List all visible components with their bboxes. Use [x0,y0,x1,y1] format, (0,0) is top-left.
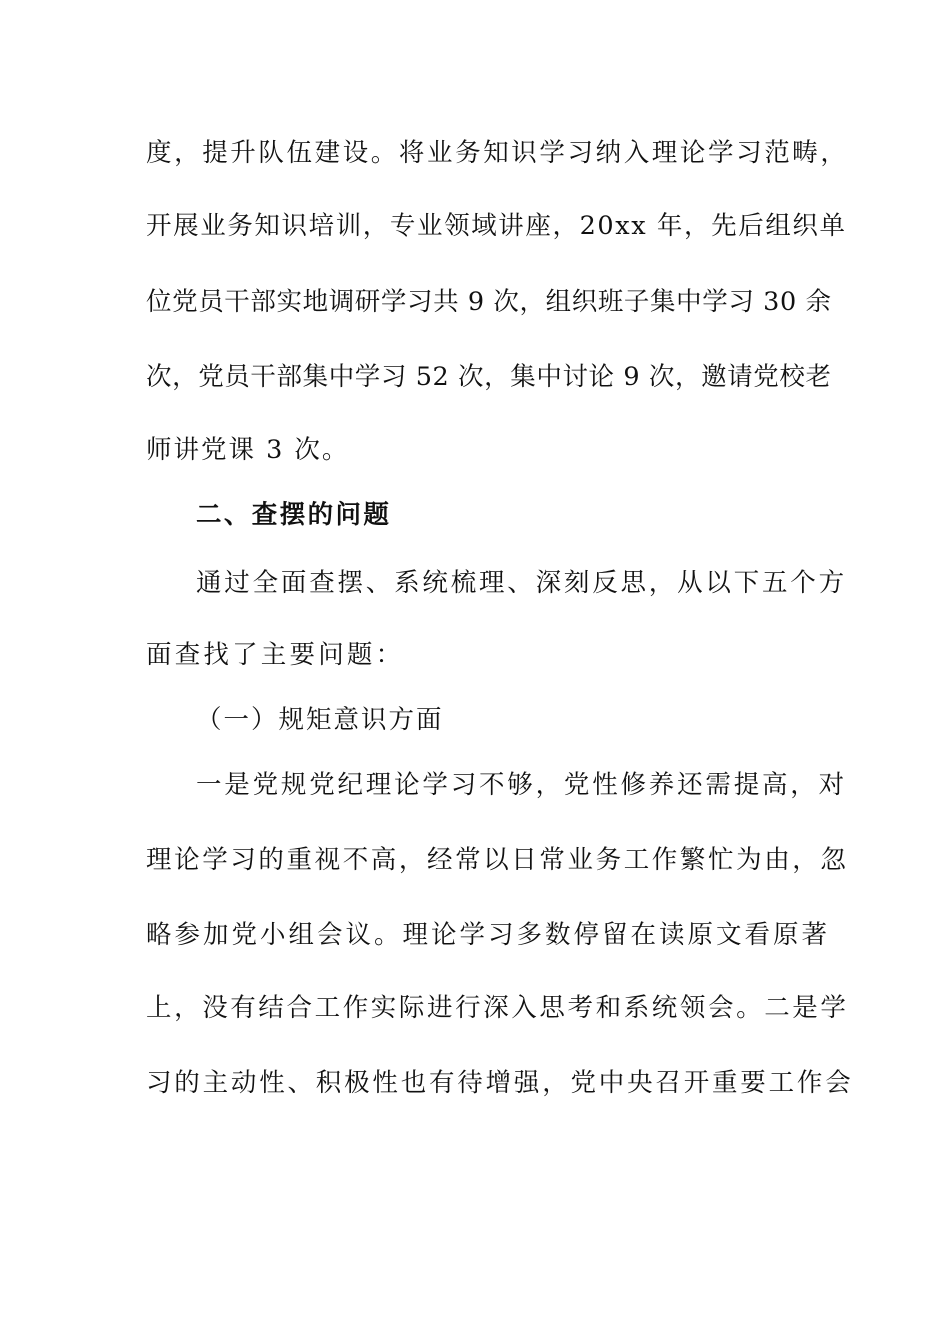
paragraph-line: 度，提升队伍建设。将业务知识学习纳入理论学习范畴， [146,138,849,168]
body-line: 一是党规党纪理论学习不够，党性修养还需提高，对 [196,770,847,800]
intro-line: 面查找了主要问题： [146,640,405,670]
subsection-heading: （一）规矩意识方面 [196,705,444,735]
body-line: 理论学习的重视不高，经常以日常业务工作繁忙为由，忽 [146,845,849,875]
intro-line: 通过全面查摆、系统梳理、深刻反思，从以下五个方 [196,568,847,598]
paragraph-line: 开展业务知识培训，专业领域讲座，20xx 年，先后组织单 [146,211,847,241]
body-line: 习的主动性、积极性也有待增强，党中央召开重要工作会 [146,1068,854,1098]
paragraph-line: 师讲党课 3 次。 [146,435,350,465]
section-heading: 二、查摆的问题 [196,500,392,530]
body-line: 略参加党小组会议。理论学习多数停留在读原文看原著 [146,920,831,950]
paragraph-line: 次，党员干部集中学习 52 次，集中讨论 9 次，邀请党校老 [146,362,832,392]
body-line: 上，没有结合工作实际进行深入思考和系统领会。二是学 [146,993,849,1023]
paragraph-line: 位党员干部实地调研学习共 9 次，组织班子集中学习 30 余 [146,287,832,317]
